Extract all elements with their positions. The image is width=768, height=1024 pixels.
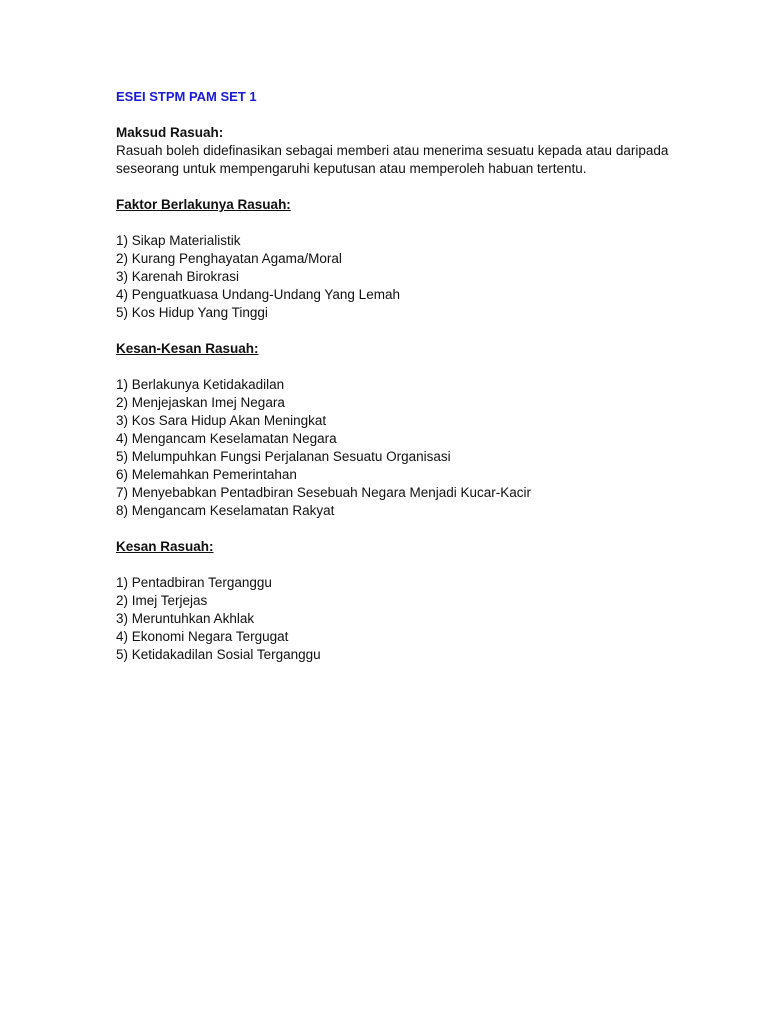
faktor-heading: Faktor Berlakunya Rasuah: bbox=[116, 197, 291, 212]
list-item: 1) Pentadbiran Terganggu bbox=[116, 575, 272, 590]
list-item: 1) Berlakunya Ketidakadilan bbox=[116, 377, 285, 392]
list-item: 5) Kos Hidup Yang Tinggi bbox=[116, 305, 268, 320]
list-item: 7) Menyebabkan Pentadbiran Sesebuah Negara Menjadi Kucar-Kacir bbox=[116, 485, 531, 500]
list-item: 3) Karenah Birokrasi bbox=[116, 269, 240, 284]
list-item: 4) Penguatkuasa Undang-Undang Yang Lemah bbox=[116, 287, 400, 302]
faktor-list bbox=[116, 232, 708, 322]
list-item: 2) Menjejaskan Imej Negara bbox=[116, 395, 285, 410]
definition-heading: Maksud Rasuah: bbox=[116, 125, 224, 140]
kesan-kesan-list bbox=[116, 376, 708, 520]
kesan-heading: Kesan Rasuah: bbox=[116, 539, 214, 554]
list-item: 4) Ekonomi Negara Tergugat bbox=[116, 629, 289, 644]
list-item: 3) Meruntuhkan Akhlak bbox=[116, 611, 255, 626]
list-item: 5) Ketidakadilan Sosial Terganggu bbox=[116, 647, 321, 662]
list-item: 2) Kurang Penghayatan Agama/Moral bbox=[116, 251, 342, 266]
spacer bbox=[116, 214, 708, 232]
list-item: 2) Imej Terjejas bbox=[116, 593, 208, 608]
spacer bbox=[116, 556, 708, 574]
spacer bbox=[116, 358, 708, 376]
list-item: 6) Melemahkan Pemerintahan bbox=[116, 467, 297, 482]
definition-paragraph: Rasuah boleh didefinasikan sebagai memberi atau menerima sesuatu kepada atau daripada seseorang untuk mempengaruhi keputusan atau memperoleh habuan tertentu. bbox=[116, 143, 669, 176]
list-item: 4) Mengancam Keselamatan Negara bbox=[116, 431, 337, 446]
list-item: 3) Kos Sara Hidup Akan Meningkat bbox=[116, 413, 327, 428]
kesan-kesan-heading: Kesan-Kesan Rasuah: bbox=[116, 341, 259, 356]
list-item: 8) Mengancam Keselamatan Rakyat bbox=[116, 503, 335, 518]
list-item: 1) Sikap Materialistik bbox=[116, 233, 241, 248]
list-item: 5) Melumpuhkan Fungsi Perjalanan Sesuatu Organisasi bbox=[116, 449, 451, 464]
kesan-list bbox=[116, 574, 708, 664]
document-title: ESEI STPM PAM SET 1 bbox=[116, 89, 257, 104]
